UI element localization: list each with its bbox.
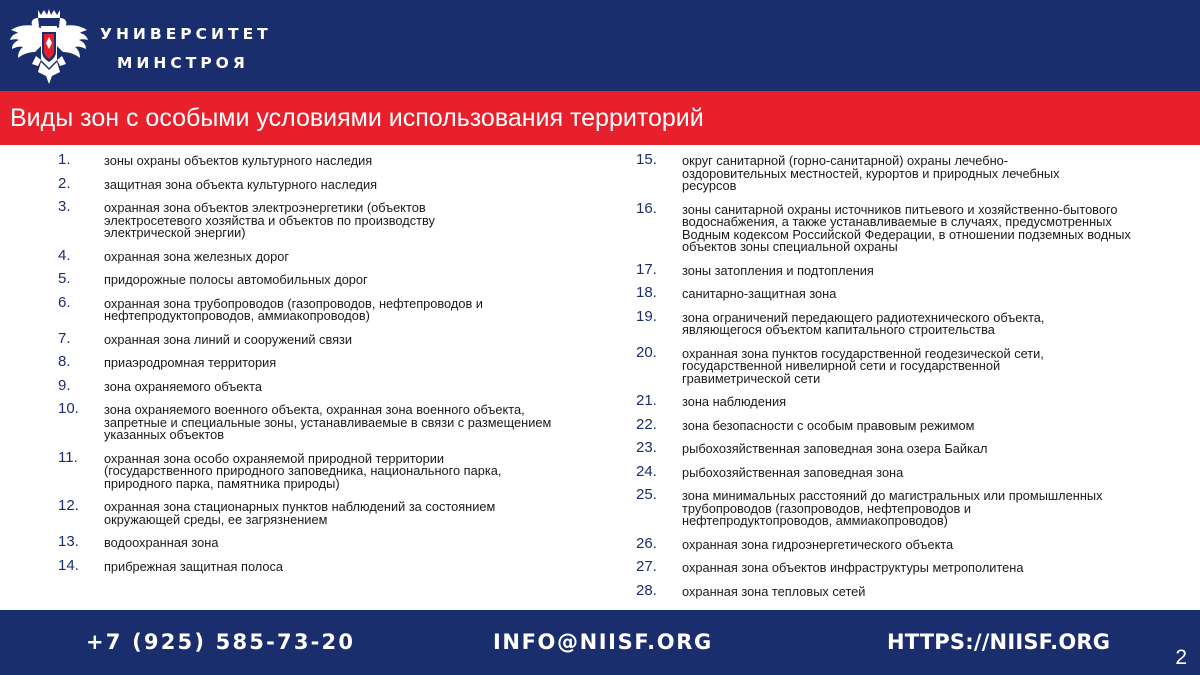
page-number: 2 <box>1175 646 1187 669</box>
item-text: защитная зона объекта культурного наследия <box>104 176 378 192</box>
item-text: водоохранная зона <box>104 535 219 550</box>
item-text: охранная зона трубопроводов (газопроводов, нефтепроводов и нефтепродуктопроводов, аммиакопроводов) <box>104 295 483 323</box>
item-text: рыбохозяйственная заповедная зона озера Байкал <box>682 441 988 456</box>
item-number: 28. <box>636 581 657 599</box>
brand-line-2: МИНСТРОЯ <box>117 54 249 72</box>
item-number: 8. <box>58 353 71 370</box>
list-item <box>636 284 1156 301</box>
item-number: 1. <box>58 151 71 168</box>
item-text: зона охраняемого военного объекта, охранная зона военного объекта, запретные и специальные зоны, устанавливаемые в связи с размещением указанных объектов <box>104 402 552 442</box>
zones-list-left <box>58 150 558 573</box>
list-item <box>636 307 1106 337</box>
eagle-emblem-icon <box>8 6 90 86</box>
list-item <box>58 293 523 323</box>
item-number: 23. <box>636 439 657 456</box>
list-item <box>58 151 558 168</box>
item-text: охранная зона объектов электроэнергетики (объектов электросетевого хозяйства и объектов по производству электрической энергии) <box>104 200 435 240</box>
item-number: 10. <box>58 400 79 417</box>
item-text: зона безопасности с особым правовым режимом <box>682 417 975 433</box>
item-number: 18. <box>636 284 657 301</box>
list-item <box>58 329 558 347</box>
item-text: приаэродромная территория <box>104 355 277 370</box>
item-number: 19. <box>636 307 657 325</box>
list-item <box>636 439 1156 456</box>
item-text: охранная зона объектов инфраструктуры метрополитена <box>682 560 1024 575</box>
item-number: 7. <box>58 329 71 347</box>
list-item <box>58 533 558 550</box>
list-item <box>636 151 1106 193</box>
item-text: зоны охраны объектов культурного наследия <box>104 153 373 168</box>
item-number: 6. <box>58 293 71 311</box>
item-number: 17. <box>636 260 657 278</box>
list-item <box>636 462 1156 480</box>
brand-name <box>100 20 272 78</box>
list-item <box>636 486 1106 528</box>
list-item <box>636 343 1096 386</box>
footer-bar <box>0 610 1200 675</box>
item-text: зоны санитарной охраны источников питьевого и хозяйственно-бытового водоснабжения, а также устанавливаемые в случаях, предусмотренных Водным кодексом Российской Федерации, в отношении подземных водных объектов зоны специальной охраны <box>682 201 1131 254</box>
item-number: 5. <box>58 270 71 287</box>
item-number: 11. <box>58 448 78 466</box>
website-link[interactable]: HTTPS://NIISF.ORG <box>887 630 1111 654</box>
item-text: охранная зона железных дорог <box>104 248 290 264</box>
item-text: округ санитарной (горно-санитарной) охраны лечебно-оздоровительных местностей, курортов и природных лечебных ресурсов <box>682 153 1060 193</box>
item-number: 24. <box>636 462 657 480</box>
item-number: 13. <box>58 533 79 550</box>
list-item <box>636 199 1156 254</box>
list-item <box>58 400 558 442</box>
item-text: санитарно-защитная зона <box>682 286 837 301</box>
item-number: 15. <box>636 151 657 168</box>
item-number: 21. <box>636 392 657 409</box>
item-text: рыбохозяйственная заповедная зона <box>682 464 904 480</box>
item-number: 3. <box>58 198 71 215</box>
item-number: 2. <box>58 174 71 192</box>
item-text: зона ограничений передающего радиотехнического объекта, являющегося объектом капитального строительства <box>682 309 1045 337</box>
item-text: охранная зона гидроэнергетического объекта <box>682 536 954 552</box>
item-text: зона наблюдения <box>682 394 787 409</box>
item-number: 14. <box>58 556 79 574</box>
item-text: охранная зона пунктов государственной геодезической сети, государственной нивелирной сети и государственной гравиметрической сети <box>682 345 1044 386</box>
list-item <box>58 246 558 264</box>
item-number: 26. <box>636 534 657 552</box>
list-item <box>58 198 523 240</box>
list-item <box>636 581 1156 599</box>
item-text: охранная зона стационарных пунктов наблюдений за состоянием окружающей среды, ее загрязнением <box>104 499 496 527</box>
item-number: 27. <box>636 558 657 575</box>
zones-list-right <box>636 150 1156 598</box>
item-number: 4. <box>58 246 71 264</box>
phone-number: +7 (925) 585-73-20 <box>86 630 356 654</box>
list-item <box>58 448 534 491</box>
title-bar <box>0 91 1200 145</box>
item-number: 25. <box>636 486 657 503</box>
list-item <box>636 392 1156 409</box>
list-item <box>58 376 558 394</box>
list-item <box>58 174 558 192</box>
item-text: придорожные полосы автомобильных дорог <box>104 272 368 287</box>
item-text: зона минимальных расстояний до магистральных или промышленных трубопроводов (газопроводов, нефтепроводов и нефтепродуктопроводов, аммиакопроводов) <box>682 488 1103 528</box>
header-bar <box>0 0 1200 91</box>
item-number: 16. <box>636 199 657 217</box>
list-item <box>636 534 1156 552</box>
list-item <box>58 270 558 287</box>
list-item <box>636 558 1156 575</box>
item-text: охранная зона линий и сооружений связи <box>104 331 353 347</box>
item-number: 20. <box>636 343 657 361</box>
item-number: 9. <box>58 376 71 394</box>
slide-title: Виды зон с особыми условиями использования территорий <box>10 104 704 132</box>
item-number: 22. <box>636 415 657 433</box>
item-text: охранная зона тепловых сетей <box>682 583 866 599</box>
item-text: зоны затопления и подтопления <box>682 262 874 278</box>
brand-line-1: УНИВЕРСИТЕТ <box>100 25 272 43</box>
item-text: зона охраняемого объекта <box>104 378 262 394</box>
list-item <box>636 415 1156 433</box>
email-link[interactable]: INFO@NIISF.ORG <box>493 630 713 654</box>
item-text: прибрежная защитная полоса <box>104 558 284 574</box>
item-text: охранная зона особо охраняемой природной территории (государственного природного заповедника, национального парка, природного парка, памятника природы) <box>104 450 502 491</box>
list-item <box>58 353 558 370</box>
list-item <box>636 260 1156 278</box>
item-number: 12. <box>58 497 79 514</box>
list-item <box>58 556 558 574</box>
list-item <box>58 497 548 527</box>
